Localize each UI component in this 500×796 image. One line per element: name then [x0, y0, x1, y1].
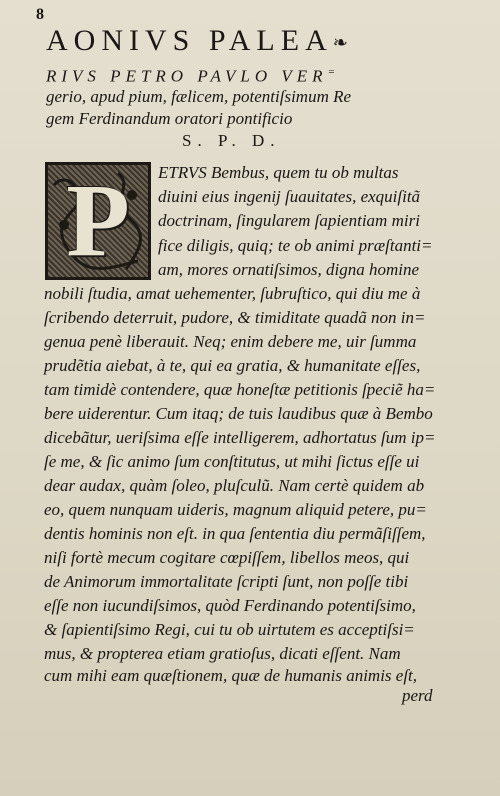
body-line: ETRVS Bembus, quem tu ob multas: [158, 163, 399, 182]
body-line: de Animorum immortalitate ſcripti ſunt, non poſſe tibi: [44, 572, 409, 591]
body-line: am, mores ornatiſsimos, digna homine: [158, 260, 419, 279]
body-line: dentis hominis non eſt. in qua ſententia diu permãſiſſem,: [44, 524, 426, 543]
body-line: prudẽtia aiebat, à te, qui ea gratia, & humanitate eſſes,: [44, 356, 421, 375]
decorated-initial: [45, 162, 151, 280]
body-line: ſcribendo deterruit, pudore, & timiditate quadã non in=: [44, 308, 426, 327]
body-line: mus, & propterea etiam gratioſus, dicati eſſent. Nam: [44, 644, 401, 663]
body-line: diuini eius ingenij ſuauitates, exquiſitã: [158, 187, 421, 206]
catchword: perd: [402, 686, 433, 705]
initial-letter: P: [66, 163, 130, 278]
hyphen-mark: =: [327, 66, 336, 78]
body-line: dear audax, quàm ſoleo, pluſculũ. Nam certè quidem ab: [44, 476, 425, 495]
body-line: niſi fortè mecum cogitare cœpiſſem, libellos meos, qui: [44, 548, 410, 567]
body-line: doctrinam, ſingularem ſapientiam miri: [158, 211, 420, 230]
body-line: eſſe non iucundiſsimos, quòd Ferdinando potentiſsimo,: [44, 596, 416, 615]
fleuron-ornament: ❧: [332, 32, 348, 53]
body-line: nobili ſtudia, amat uehementer, ſubruſtico, qui diu me à: [44, 284, 421, 303]
heading-line-3: gerio, apud pium, fælicem, potentiſsimum Re: [46, 87, 352, 106]
heading-line-1: [46, 24, 348, 58]
body-line: cum mihi eam quæſtionem, quæ de humanis animis eſt,: [44, 666, 418, 685]
body-line: tam timidè contendere, quæ honeſtæ petitionis ſpeciẽ ha=: [44, 380, 436, 399]
body-line: bere uiderentur. Cum itaq; de tuis laudibus quæ à Bembo: [44, 404, 433, 423]
body-line: dicebãtur, ueriſsima eſſe intelligerem, adhortatus ſum ip=: [44, 428, 436, 447]
heading-line-4: gem Ferdinandum oratori pontificio: [46, 109, 293, 128]
heading-line-1-text: AONIVS PALEA: [46, 24, 333, 57]
body-line: & ſapientiſsimo Regi, cui tu ob uirtutem es acceptiſsi=: [44, 620, 415, 639]
heading-line-2-text: RIVS PETRO PAVLO VER: [46, 66, 328, 86]
heading-line-2: [46, 66, 335, 87]
body-line: fice diligis, quiq; te ob animi præſtanti=: [158, 236, 433, 255]
signature-mark: 8: [36, 6, 44, 23]
body-line: ſe me, & ſic animo ſum conſtitutus, ut mihi ſictus eſſe ui: [44, 452, 420, 471]
salutation: S. P. D.: [182, 131, 281, 150]
body-line: genua penè liberauit. Neq; enim debere me, uir ſumma: [44, 332, 417, 351]
body-line: eo, quem nunquam uideris, magnum aliquid petere, pu=: [44, 500, 427, 519]
